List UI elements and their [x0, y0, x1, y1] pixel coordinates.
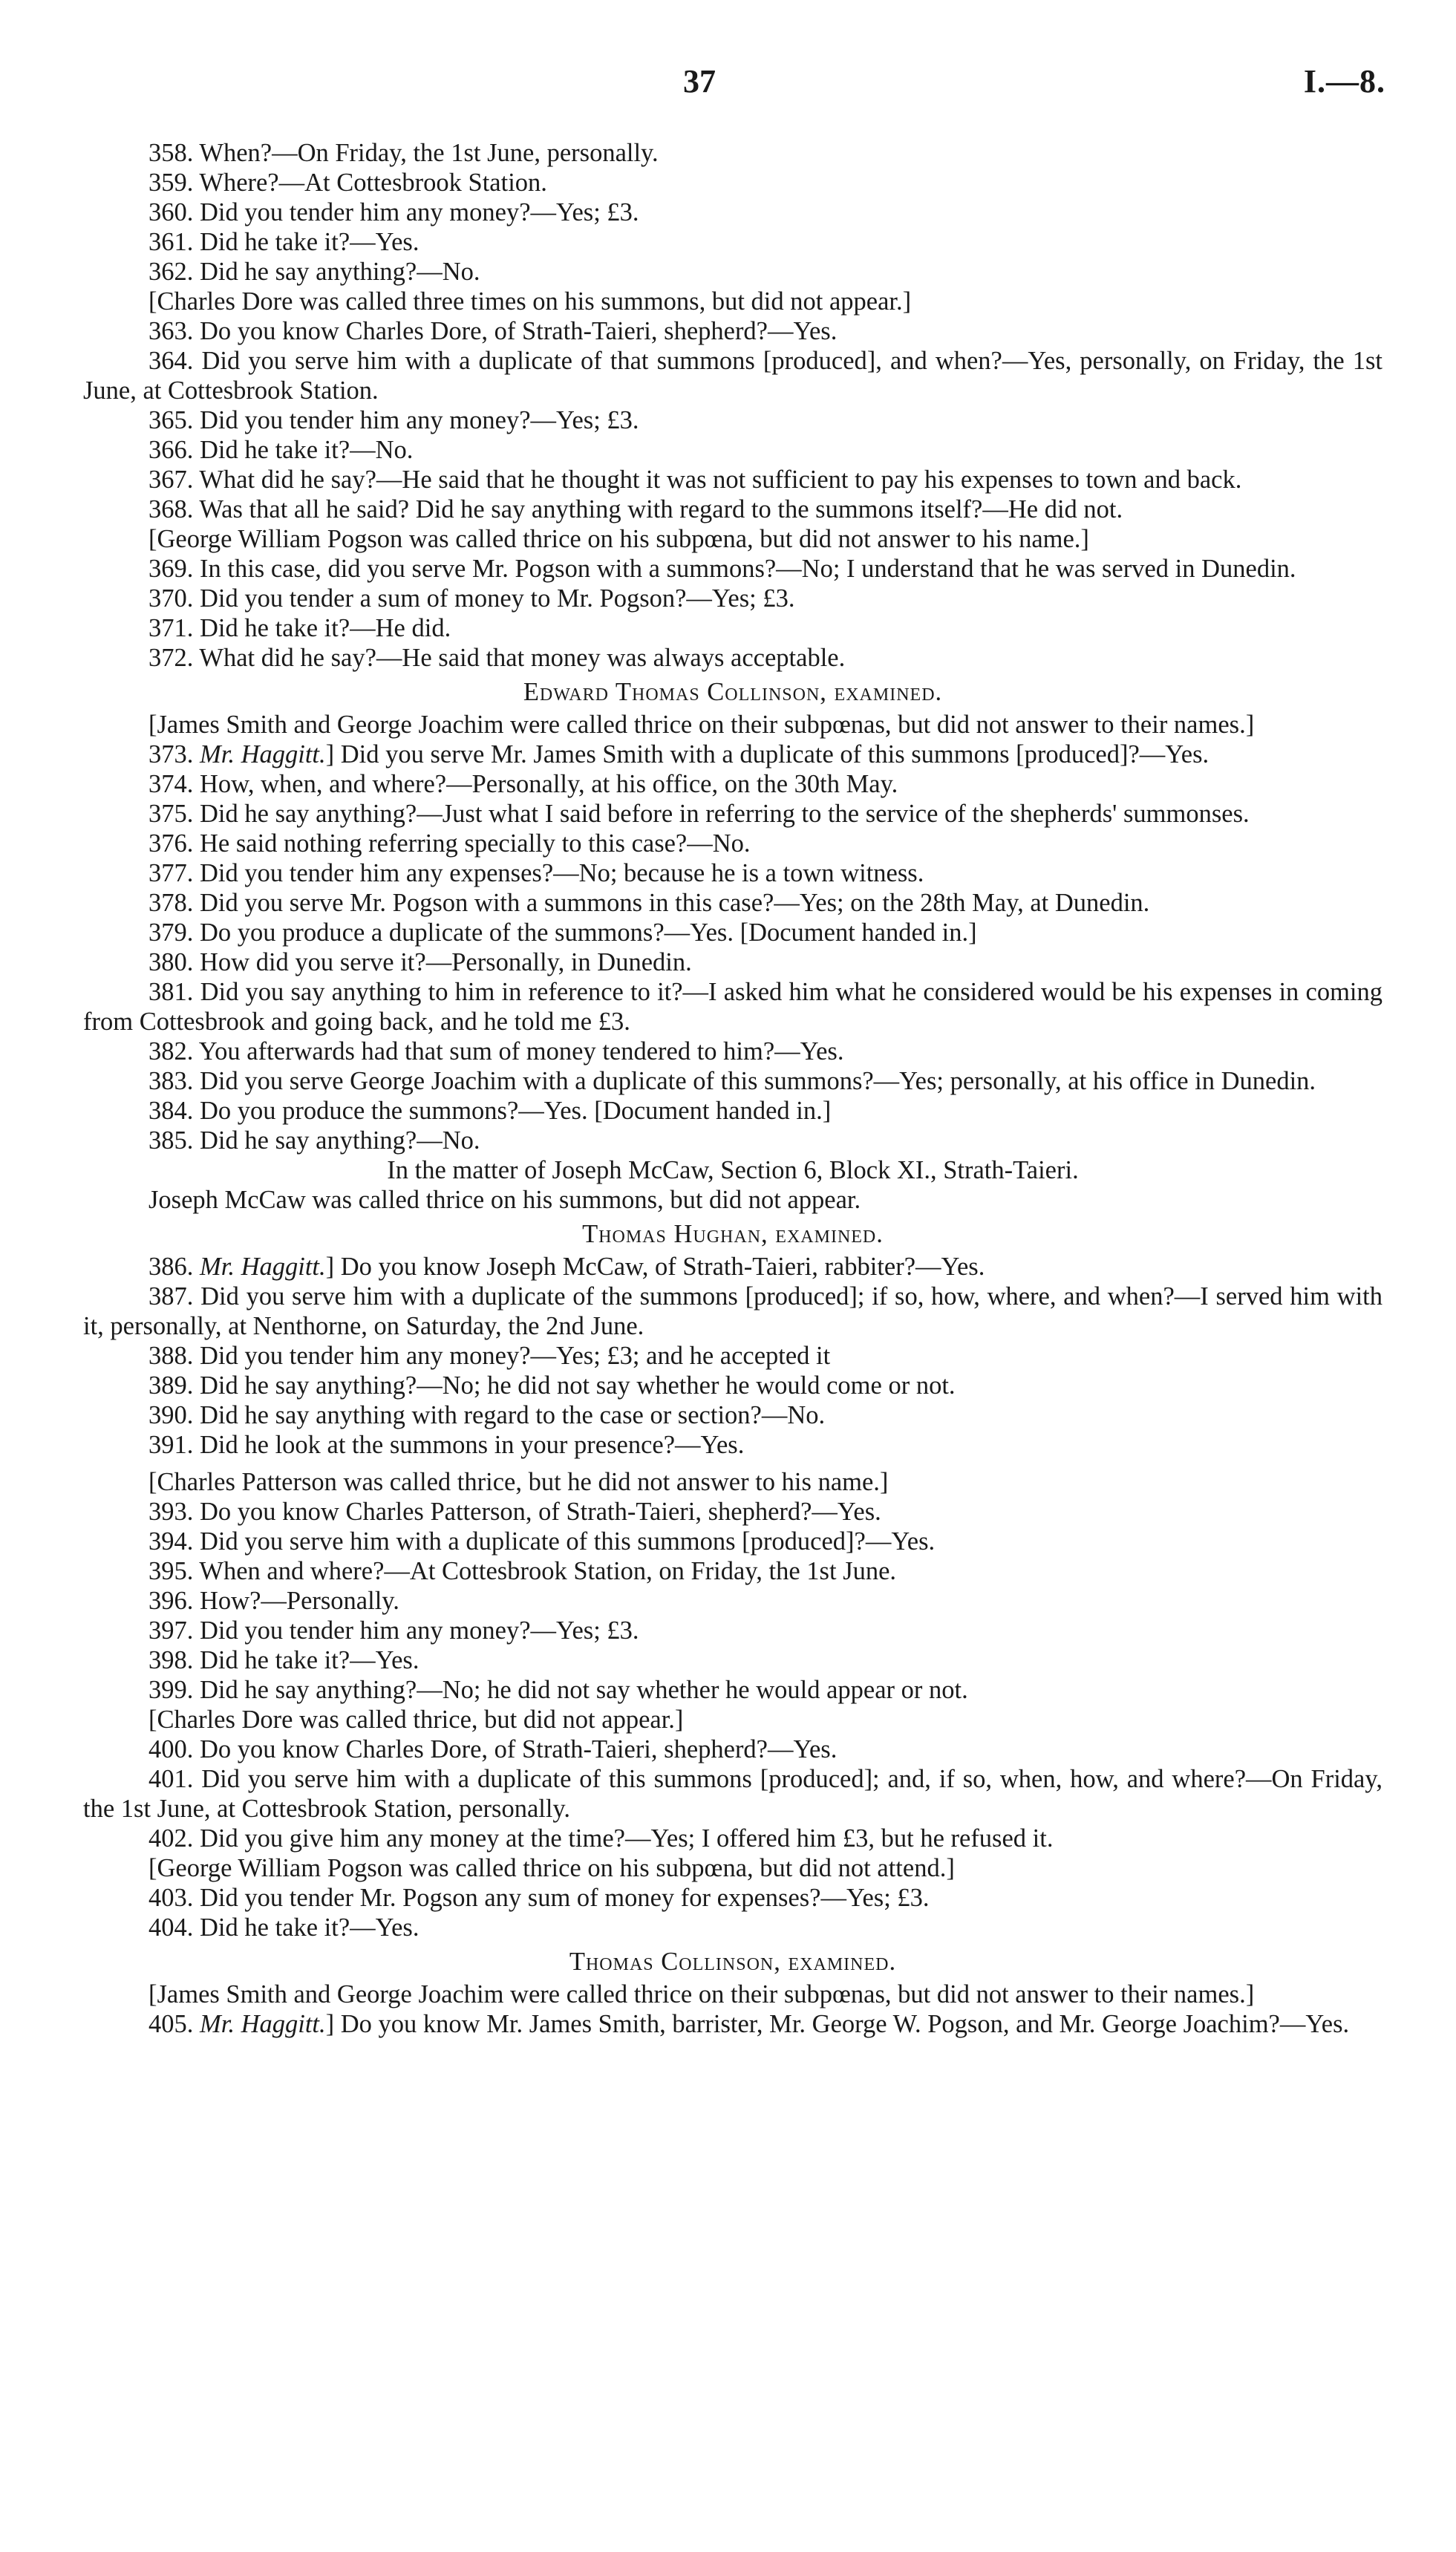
procedural-note: [Charles Dore was called thrice, but did not appear.]: [148, 1706, 684, 1734]
question-answer: 398. Did he take it?—Yes.: [148, 1646, 420, 1674]
question-answer: 364. Did you serve him with a duplicate of that summons [produced], and when?—Yes, personally, on Friday, the 1st June, at Cottesbrook Station.: [83, 347, 1382, 405]
question-answer: 371. Did he take it?—He did.: [148, 614, 451, 642]
question-answer: 394. Did you serve him with a duplicate of this summons [produced]?—Yes.: [148, 1527, 936, 1556]
procedural-note: [Charles Dore was called three times on his summons, but did not appear.]: [148, 287, 912, 316]
question-answer: 362. Did he say anything?—No.: [148, 258, 480, 286]
matter-heading: In the matter of Joseph McCaw, Section 6, Block XI., Strath-Taieri.: [387, 1156, 1079, 1184]
question-answer: 381. Did you say anything to him in reference to it?—I asked him what he considered would be his expenses in coming from Cottesbrook and going back, and he told me £3.: [83, 978, 1382, 1036]
procedural-note: Joseph McCaw was called thrice on his summons, but did not appear.: [148, 1186, 861, 1214]
procedural-note: [James Smith and George Joachim were called thrice on their subpœnas, but did not answer to their names.]: [148, 711, 1255, 739]
question-answer: 400. Do you know Charles Dore, of Strath-Taieri, shepherd?—Yes.: [148, 1735, 838, 1763]
procedural-note: [Charles Patterson was called thrice, but he did not answer to his name.]: [148, 1468, 889, 1496]
procedural-note: [James Smith and George Joachim were called thrice on their subpœnas, but did not answer to their names.]: [148, 1980, 1255, 2008]
question-answer: 374. How, when, and where?—Personally, at his office, on the 30th May.: [148, 770, 898, 798]
question-answer: 385. Did he say anything?—No.: [148, 1126, 480, 1155]
page-header: [0, 62, 1456, 107]
witness-heading: Edward Thomas Collinson, examined.: [523, 678, 943, 706]
question-answer: 386. Mr. Haggitt.] Do you know Joseph McCaw, of Strath-Taieri, rabbiter?—Yes.: [148, 1253, 985, 1281]
question-answer: 372. What did he say?—He said that money was always acceptable.: [148, 644, 846, 672]
question-answer: 376. He said nothing referring specially to this case?—No.: [148, 829, 751, 858]
question-answer: 401. Did you serve him with a duplicate of this summons [produced]; and, if so, when, how, and where?—On Friday, the 1st June, at Cottesbrook Station, personally.: [83, 1765, 1382, 1823]
question-answer: 358. When?—On Friday, the 1st June, personally.: [148, 139, 659, 167]
question-answer: 382. You afterwards had that sum of money tendered to him?—Yes.: [148, 1037, 844, 1065]
procedural-note: [George William Pogson was called thrice on his subpœna, but did not answer to his name.]: [148, 525, 1089, 553]
question-answer: 387. Did you serve him with a duplicate of the summons [produced]; if so, how, where, and when?—I served him with it, personally, at Nenthorne, on Saturday, the 2nd June.: [83, 1282, 1382, 1340]
question-answer: 368. Was that all he said? Did he say anything with regard to the summons itself?—He did not.: [148, 495, 1123, 523]
question-answer: 404. Did he take it?—Yes.: [148, 1913, 420, 1942]
question-answer: 373. Mr. Haggitt.] Did you serve Mr. James Smith with a duplicate of this summons [produced]?—Yes.: [148, 740, 1209, 768]
question-answer: 391. Did he look at the summons in your presence?—Yes.: [148, 1431, 745, 1459]
question-answer: 402. Did you give him any money at the time?—Yes; I offered him £3, but he refused it.: [148, 1824, 1054, 1853]
question-answer: 380. How did you serve it?—Personally, in Dunedin.: [148, 948, 692, 976]
question-answer: 399. Did he say anything?—No; he did not say whether he would appear or not.: [148, 1676, 968, 1704]
question-answer: 361. Did he take it?—Yes.: [148, 228, 420, 256]
question-answer: 367. What did he say?—He said that he thought it was not sufficient to pay his expenses to town and back.: [148, 466, 1242, 494]
procedural-note: [George William Pogson was called thrice on his subpœna, but did not attend.]: [148, 1854, 955, 1882]
question-answer: 390. Did he say anything with regard to the case or section?—No.: [148, 1401, 826, 1429]
question-answer: 370. Did you tender a sum of money to Mr. Pogson?—Yes; £3.: [148, 584, 795, 613]
witness-heading: Thomas Collinson, examined.: [569, 1948, 897, 1976]
document-body: [83, 138, 1382, 2039]
question-answer: 359. Where?—At Cottesbrook Station.: [148, 169, 547, 197]
question-answer: 395. When and where?—At Cottesbrook Station, on Friday, the 1st June.: [148, 1557, 897, 1585]
question-answer: 396. How?—Personally.: [148, 1587, 399, 1615]
question-answer: 397. Did you tender him any money?—Yes; £3.: [148, 1616, 639, 1645]
question-answer: 384. Do you produce the summons?—Yes. [Document handed in.]: [148, 1097, 832, 1125]
question-answer: 389. Did he say anything?—No; he did not say whether he would come or not.: [148, 1371, 956, 1400]
question-answer: 375. Did he say anything?—Just what I said before in referring to the service of the shepherds' summonses.: [148, 800, 1250, 828]
question-answer: 369. In this case, did you serve Mr. Pogson with a summons?—No; I understand that he was served in Dunedin.: [148, 555, 1296, 583]
question-answer: 363. Do you know Charles Dore, of Strath-Taieri, shepherd?—Yes.: [148, 317, 838, 345]
question-answer: 393. Do you know Charles Patterson, of Strath-Taieri, shepherd?—Yes.: [148, 1498, 881, 1526]
question-answer: 388. Did you tender him any money?—Yes; £3; and he accepted it: [148, 1342, 831, 1370]
question-answer: 366. Did he take it?—No.: [148, 436, 414, 464]
question-answer: 378. Did you serve Mr. Pogson with a summons in this case?—Yes; on the 28th May, at Dunedin.: [148, 889, 1150, 917]
question-answer: 377. Did you tender him any expenses?—No; because he is a town witness.: [148, 859, 924, 887]
question-answer: 379. Do you produce a duplicate of the summons?—Yes. [Document handed in.]: [148, 918, 977, 947]
question-answer: 360. Did you tender him any money?—Yes; £3.: [148, 198, 639, 226]
witness-heading: Thomas Hughan, examined.: [582, 1220, 884, 1248]
question-answer: 365. Did you tender him any money?—Yes; £3.: [148, 406, 639, 434]
document-reference: I.—8.: [1303, 63, 1385, 99]
question-answer: 403. Did you tender Mr. Pogson any sum of money for expenses?—Yes; £3.: [148, 1884, 930, 1912]
question-answer: 405. Mr. Haggitt.] Do you know Mr. James Smith, barrister, Mr. George W. Pogson, and Mr. George Joachim?—Yes.: [148, 2010, 1350, 2038]
page-number: 37: [683, 63, 716, 99]
question-answer: 383. Did you serve George Joachim with a duplicate of this summons?—Yes; personally, at his office in Dunedin.: [148, 1067, 1316, 1095]
